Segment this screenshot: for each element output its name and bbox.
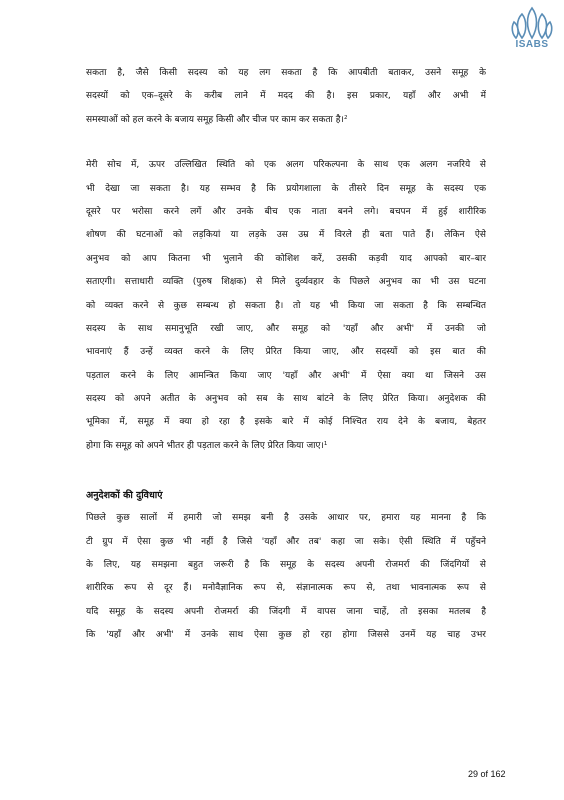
footnote-marker: 2 [343, 114, 348, 121]
text-line: शारीरिक रूप से दूर हैं। मनोवैज्ञानिक रूप से, संज्ञानात्मक रूप से, तथा भावनात्मक रूप से [86, 583, 486, 594]
text-line: दूसरे पर भरोसा करने लगें और उनके बीच एक नाता बनने लगे। बचपन में हुई शारीरिक [86, 206, 486, 217]
text-line: पड़ताल करने के लिए आमन्त्रित किया जाए 'यहाँ और अभी' में ऐसा क्या था जिसने उस [86, 370, 486, 381]
lotus-icon [510, 6, 554, 40]
paragraph-1 [86, 62, 486, 132]
page-number: 29 of 162 [468, 769, 506, 779]
footnote-marker: 1 [323, 440, 328, 447]
text-line: यदि समूह के सदस्य अपनी रोजमर्रा की जिंदगी में वापस जाना चाहें, तो इसका मतलब है [86, 606, 486, 617]
logo-text: ISABS [515, 39, 549, 50]
text-line: शोषण की घटनाओं को लड़कियां या लड़के उस उम्र में विरले ही बता पाते हैं। लेकिन ऐसे [86, 230, 486, 241]
text-line: भावनाएं हैं उन्हें व्यक्त करने के लिए प्रेरित किया जाए, और सदस्यों को इस बात की [86, 347, 486, 358]
text-line: भूमिका में, समूह में क्या हो रहा है इसके बारे में कोई निश्चित राय देने के बजाय, बेहतर [86, 417, 486, 428]
text-line: सकता है, जैसे किसी सदस्य को यह लग सकता है कि आपबीती बताकर, उसने समूह के [86, 68, 486, 78]
paragraph-2 [86, 154, 486, 458]
text-line: भी देखा जा सकता है। यह सम्भव है कि प्रयोगशाला के तीसरे दिन समूह के सदस्य एक [86, 183, 486, 194]
text-line: समस्याओं को हल करने के बजाय समूह किसी और चीज पर काम कर सकता है।$^2$ [86, 114, 348, 125]
text-line: सदस्य के साथ समानुभूति रखी जाए, और समूह को 'यहाँ और अभी' में उनकी जो [86, 323, 486, 334]
text-line: मेरी सोच में, ऊपर उल्लिखित स्थिति को एक अलग परिकल्पना के साथ एक अलग नजरिये से [86, 160, 486, 171]
isabs-logo [506, 6, 558, 56]
text-line: टी ग्रुप में ऐसा कुछ भी नहीं है जिसे 'यहाँ और तब' कहा जा सके। ऐसी स्थिति में पहुँचने [86, 536, 486, 547]
section-heading: अनुदेशकों की दुविधाएं [86, 490, 163, 502]
text-line: के लिए, यह समझना बहुत जरूरी है कि समूह के सदस्य अपनी रोजमर्रा की जिंदगियों से [86, 560, 486, 571]
document-body [86, 62, 486, 648]
section-dilemmas [86, 484, 486, 647]
text-line: सदस्य को अपने अतीत के अनुभव को सब के साथ बांटने के लिए प्रेरित किया। अनुदेशक की [86, 394, 486, 405]
text-line: कि 'यहाँ और अभी' में उनके साथ ऐसा कुछ हो रहा होगा जिससे उनमें यह चाह उभर [86, 630, 486, 641]
text-line: होगा कि समूह को अपने भीतर ही पड़ताल करने के लिए प्रेरित किया जाए।$^1$ [86, 440, 328, 451]
text-line: सताएगी। सत्ताधारी व्यक्ति (पुरुष शिक्षक) से मिले दुर्व्यवहार के पिछले अनुभव का भी उस घटना [86, 277, 486, 288]
text-line: पिछले कुछ सालों में हमारी जो समझ बनी है उसके आधार पर, हमारा यह मानना है कि [86, 513, 486, 524]
text-line: सदस्यों को एक–दूसरे के करीब लाने में मदद की है। इस प्रकार, यहाँ और अभी में [86, 91, 486, 102]
text-line: को व्यक्त करने से कुछ सम्बन्ध हो सकता है। तो यह भी किया जा सकता है कि सम्बन्धित [86, 300, 486, 311]
text-line: अनुभव को आप कितना भी भुलाने की कोशिश करें, उसकी कड़वी याद आपको बार–बार [86, 253, 486, 264]
